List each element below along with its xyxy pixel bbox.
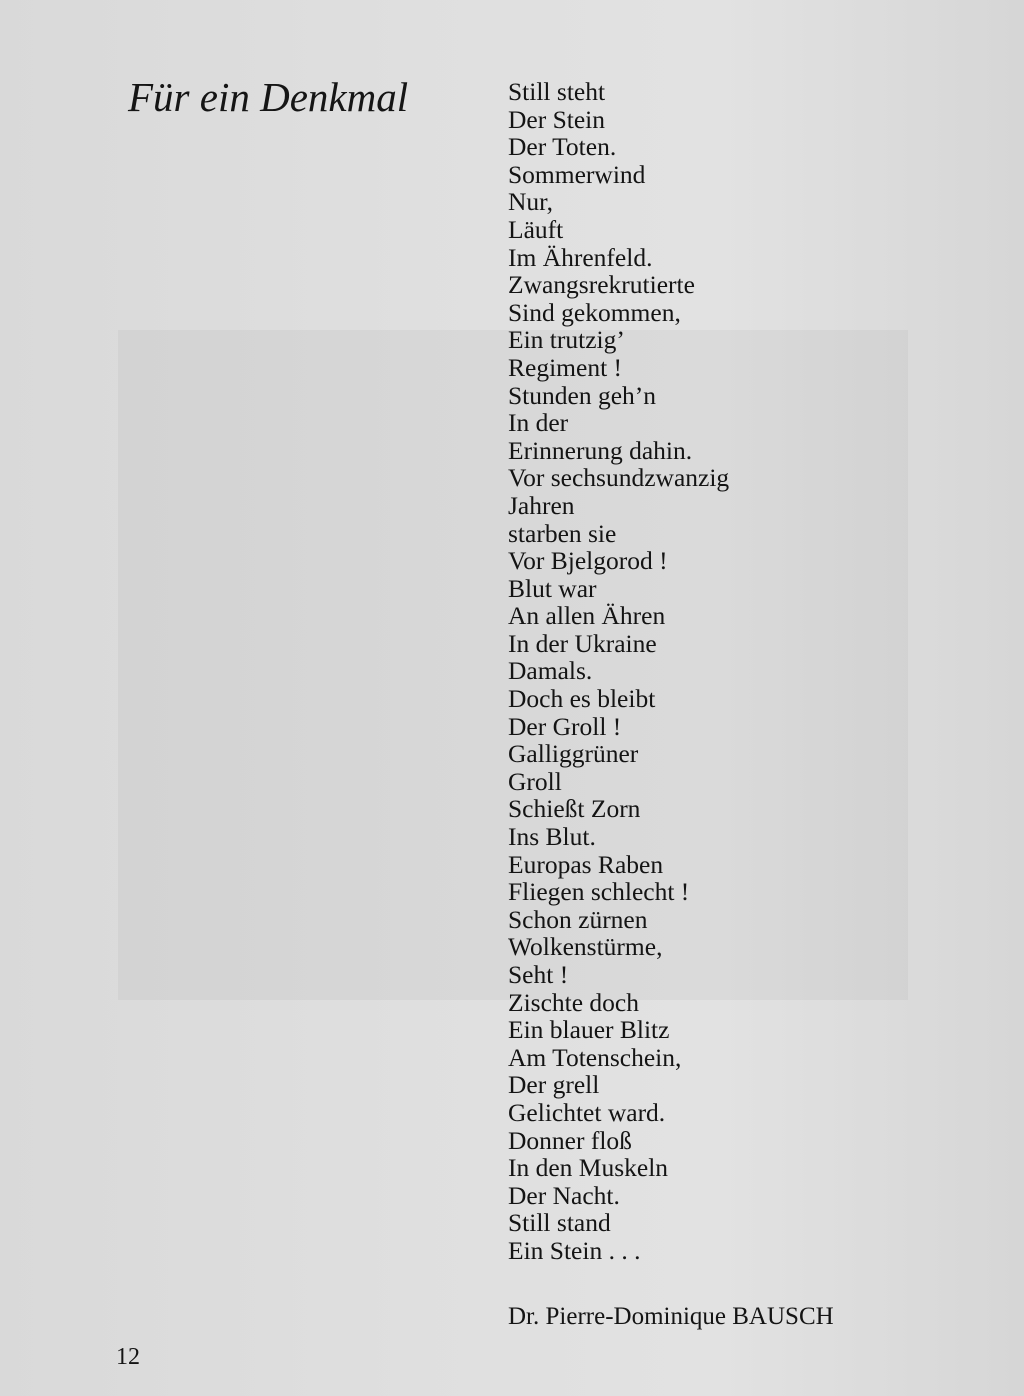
poem-line: Galliggrüner xyxy=(508,739,639,769)
poem-line: starben sie xyxy=(508,518,617,548)
poem-line: Am Totenschein, xyxy=(508,1042,682,1072)
poem-line: An allen Ähren xyxy=(508,601,666,631)
poem-line: Ein trutzig’ xyxy=(508,325,625,355)
poem-line: Schon zürnen xyxy=(508,904,648,934)
poem-line: Ins Blut. xyxy=(508,822,596,852)
poem-line: Sommerwind xyxy=(508,159,646,189)
author-signature: Dr. Pierre-Dominique BAUSCH xyxy=(508,1303,834,1330)
poem-line: Der Stein xyxy=(508,104,606,134)
poem-line: Der Nacht. xyxy=(508,1180,620,1210)
poem-line: Vor sechsundzwanzig xyxy=(508,463,730,493)
poem-line: Still steht xyxy=(508,77,606,106)
poem-line: Der Groll ! xyxy=(508,711,622,741)
page-number: 12 xyxy=(116,1344,140,1370)
poem-line: In der Ukraine xyxy=(508,628,657,658)
poem-line: In den Muskeln xyxy=(508,1153,669,1183)
poem-line: Stunden geh’n xyxy=(508,380,657,410)
poem-line: Still stand xyxy=(508,1208,611,1238)
poem-line: Ein Stein . . . xyxy=(508,1235,641,1265)
poem-line: Der Toten. xyxy=(508,132,617,162)
poem-line: Groll xyxy=(508,766,562,796)
poem-line: In der xyxy=(508,408,569,438)
poem-line: Fliegen schlecht ! xyxy=(508,877,690,907)
poem-line: Wolkenstürme, xyxy=(508,932,663,962)
poem-line: Vor Bjelgorod ! xyxy=(508,546,668,576)
poem-line: Zischte doch xyxy=(508,987,639,1017)
poem-line: Ein blauer Blitz xyxy=(508,1015,670,1045)
poem-line: Erinnerung dahin. xyxy=(508,435,693,465)
poem-line: Der grell xyxy=(508,1070,600,1100)
poem-line: Nur, xyxy=(508,187,554,217)
poem-line: Europas Raben xyxy=(508,849,664,879)
poem-line: Jahren xyxy=(508,490,575,520)
poem-line: Sind gekommen, xyxy=(508,297,681,327)
poem-line: Läuft xyxy=(508,214,564,244)
poem-line: Doch es bleibt xyxy=(508,684,656,714)
poem-title: Für ein Denkmal xyxy=(128,74,409,120)
poem-line: Seht ! xyxy=(508,960,569,989)
poem-line: Zwangsrekrutierte xyxy=(508,270,695,300)
poem-line: Schießt Zorn xyxy=(508,794,641,824)
poem-line: Blut war xyxy=(508,573,597,603)
poem-line: Im Ährenfeld. xyxy=(508,242,653,272)
poem-line: Damals. xyxy=(508,656,593,686)
poem-body xyxy=(508,78,908,1265)
poem-line: Regiment ! xyxy=(508,352,623,382)
poem-line: Gelichtet ward. xyxy=(508,1097,666,1127)
poem-line: Donner floß xyxy=(508,1125,632,1155)
